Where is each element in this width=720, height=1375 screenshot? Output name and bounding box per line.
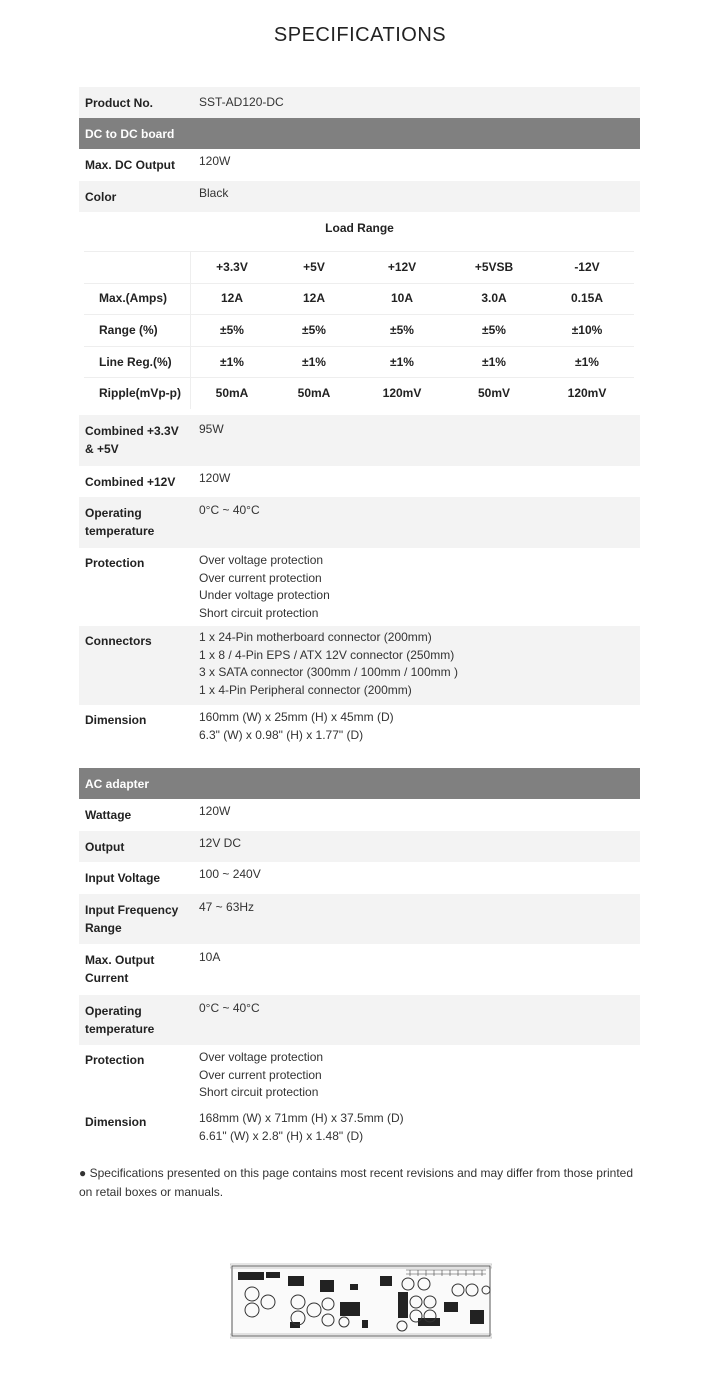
spec-label-line2: & +5V [85,442,119,456]
load-range-cell: 120mV [567,386,607,400]
load-range-column-header: -12V [574,260,600,274]
spec-row-connectors [79,626,640,705]
spec-value: Black [199,186,229,200]
spec-value: 120W [199,471,231,485]
load-range-cell: ±1% [482,355,506,369]
load-range-cell: 50mA [215,386,249,400]
spec-value-2: 1 x 8 / 4-Pin EPS / ATX 12V connector (250mm) [199,647,455,662]
spec-label: Max. DC Output [85,158,175,172]
spec-value-2: Over current protection [199,1067,322,1082]
spec-row-output [79,831,640,862]
spec-value-2: 6.3" (W) x 0.98" (H) x 1.77" (D) [199,727,364,742]
spec-value: 120W [199,804,231,818]
section-header-label: DC to DC board [85,126,175,141]
spec-value-2: Over current protection [199,570,322,585]
load-range-row-label: Ripple(mVp-p) [99,386,181,400]
spec-row-max-dc-output [79,149,640,181]
load-range-cell: ±10% [571,323,603,337]
page-title: SPECIFICATIONS [273,24,447,46]
load-range-cell: ±5% [302,323,326,337]
spec-label-line1: Operating [85,506,142,520]
spec-value: 120W [199,154,231,168]
spec-label: Protection [85,1053,145,1067]
spec-row-combined-33-5 [79,415,640,466]
spec-label-line1: Max. Output [85,953,155,967]
spec-label: Connectors [85,634,152,648]
spec-value-1: Over voltage protection [199,1050,324,1064]
spec-row-wattage [79,799,640,831]
table-divider [84,251,634,252]
spec-value: SST-AD120-DC [199,95,284,109]
load-range-title: Load Range [325,221,394,235]
footnote-text: Specifications presented on this page contains most recent revisions and may differ from those printed on retail boxes or manuals. [79,1166,633,1199]
load-range-cell: 3.0A [481,291,507,305]
spec-label: Combined +12V [85,475,176,489]
load-range-cell: 10A [390,291,413,305]
spec-row-protection [79,548,640,626]
spec-value: 12V DC [199,836,242,850]
spec-value-4: 1 x 4-Pin Peripheral connector (200mm) [199,682,412,697]
spec-value: 0°C ~ 40°C [199,1001,260,1015]
spec-label: Output [85,840,125,854]
load-range-cell: ±1% [390,355,414,369]
section-header-label: AC adapter [85,776,150,791]
spec-row-dimension [79,705,640,750]
spec-row-ac-protection [79,1045,640,1106]
load-range-column-header: +3.3V [216,260,248,274]
bullet-icon: ● [79,1166,87,1180]
spec-label: Dimension [85,1115,147,1129]
pcb-board-drawing-icon [230,1262,492,1340]
spec-value-3: Short circuit protection [199,1085,319,1099]
table-column-divider [190,251,191,409]
spec-row-input-voltage [79,862,640,894]
load-range-cell: ±1% [302,355,326,369]
spec-value: 95W [199,422,224,436]
load-range-column-header: +12V [387,260,417,274]
spec-row-input-frequency [79,894,640,944]
spec-row-combined-12 [79,466,640,497]
spec-value: 47 ~ 63Hz [199,900,255,914]
spec-label: Input Voltage [85,871,161,885]
spec-row-ac-operating-temp [79,995,640,1045]
spec-label-line1: Operating [85,1004,142,1018]
spec-row-max-output-current [79,944,640,995]
spec-value-1: 160mm (W) x 25mm (H) x 45mm (D) [199,710,394,724]
load-range-cell: ±1% [575,355,599,369]
spec-label: Dimension [85,713,147,727]
load-range-cell: 0.15A [570,291,604,305]
section-header-ac-adapter [79,768,640,799]
spec-value: 0°C ~ 40°C [199,503,260,517]
spec-label-line2: Current [85,971,129,985]
table-divider [84,377,634,378]
load-range-cell: ±1% [220,355,244,369]
spec-label: Protection [85,556,145,570]
load-range-cell: 50mV [477,386,511,400]
spec-value-3: 3 x SATA connector (300mm / 100mm / 100mm ) [199,665,458,679]
spec-row-operating-temp [79,497,640,548]
load-range-cell: ±5% [482,323,506,337]
load-range-row-label: Line Reg.(%) [99,355,172,369]
footnote [79,1164,644,1201]
table-divider [84,346,634,347]
spec-value-3: Under voltage protection [199,588,330,602]
spec-label-line2: temperature [85,524,155,538]
spec-label: Product No. [85,96,153,110]
table-divider [84,283,634,284]
spec-label: Color [85,190,117,204]
spec-row-ac-dimension [79,1106,640,1148]
load-range-row-label: Max.(Amps) [99,291,168,305]
load-range-row-label: Range (%) [99,323,158,337]
spec-label-line1: Combined +3.3V [85,424,179,438]
spec-label-line1: Input Frequency [85,903,179,917]
load-range-cell: 12A [302,291,325,305]
spec-label-line2: Range [85,921,122,935]
load-range-cell: 120mV [382,386,422,400]
table-divider [84,314,634,315]
load-range-column-header: +5V [303,260,325,274]
load-range-cell: ±5% [220,323,244,337]
spec-row-product-no [79,87,640,118]
load-range-cell: 50mA [297,386,331,400]
spec-label: Wattage [85,808,132,822]
section-header-dc-board [79,118,640,149]
load-range-column-header: +5VSB [474,260,514,274]
load-range-cell: 12A [220,291,243,305]
spec-value-1: Over voltage protection [199,553,324,567]
spec-value: 10A [199,950,221,964]
spec-value-1: 168mm (W) x 71mm (H) x 37.5mm (D) [199,1111,404,1125]
spec-value-1: 1 x 24-Pin motherboard connector (200mm) [199,630,432,644]
spec-label-line2: temperature [85,1022,155,1036]
load-range-cell: ±5% [390,323,414,337]
spec-row-color [79,181,640,212]
spec-value-4: Short circuit protection [199,605,319,620]
spec-value: 100 ~ 240V [199,867,261,881]
spec-value-2: 6.61" (W) x 2.8" (H) x 1.48" (D) [199,1128,364,1143]
